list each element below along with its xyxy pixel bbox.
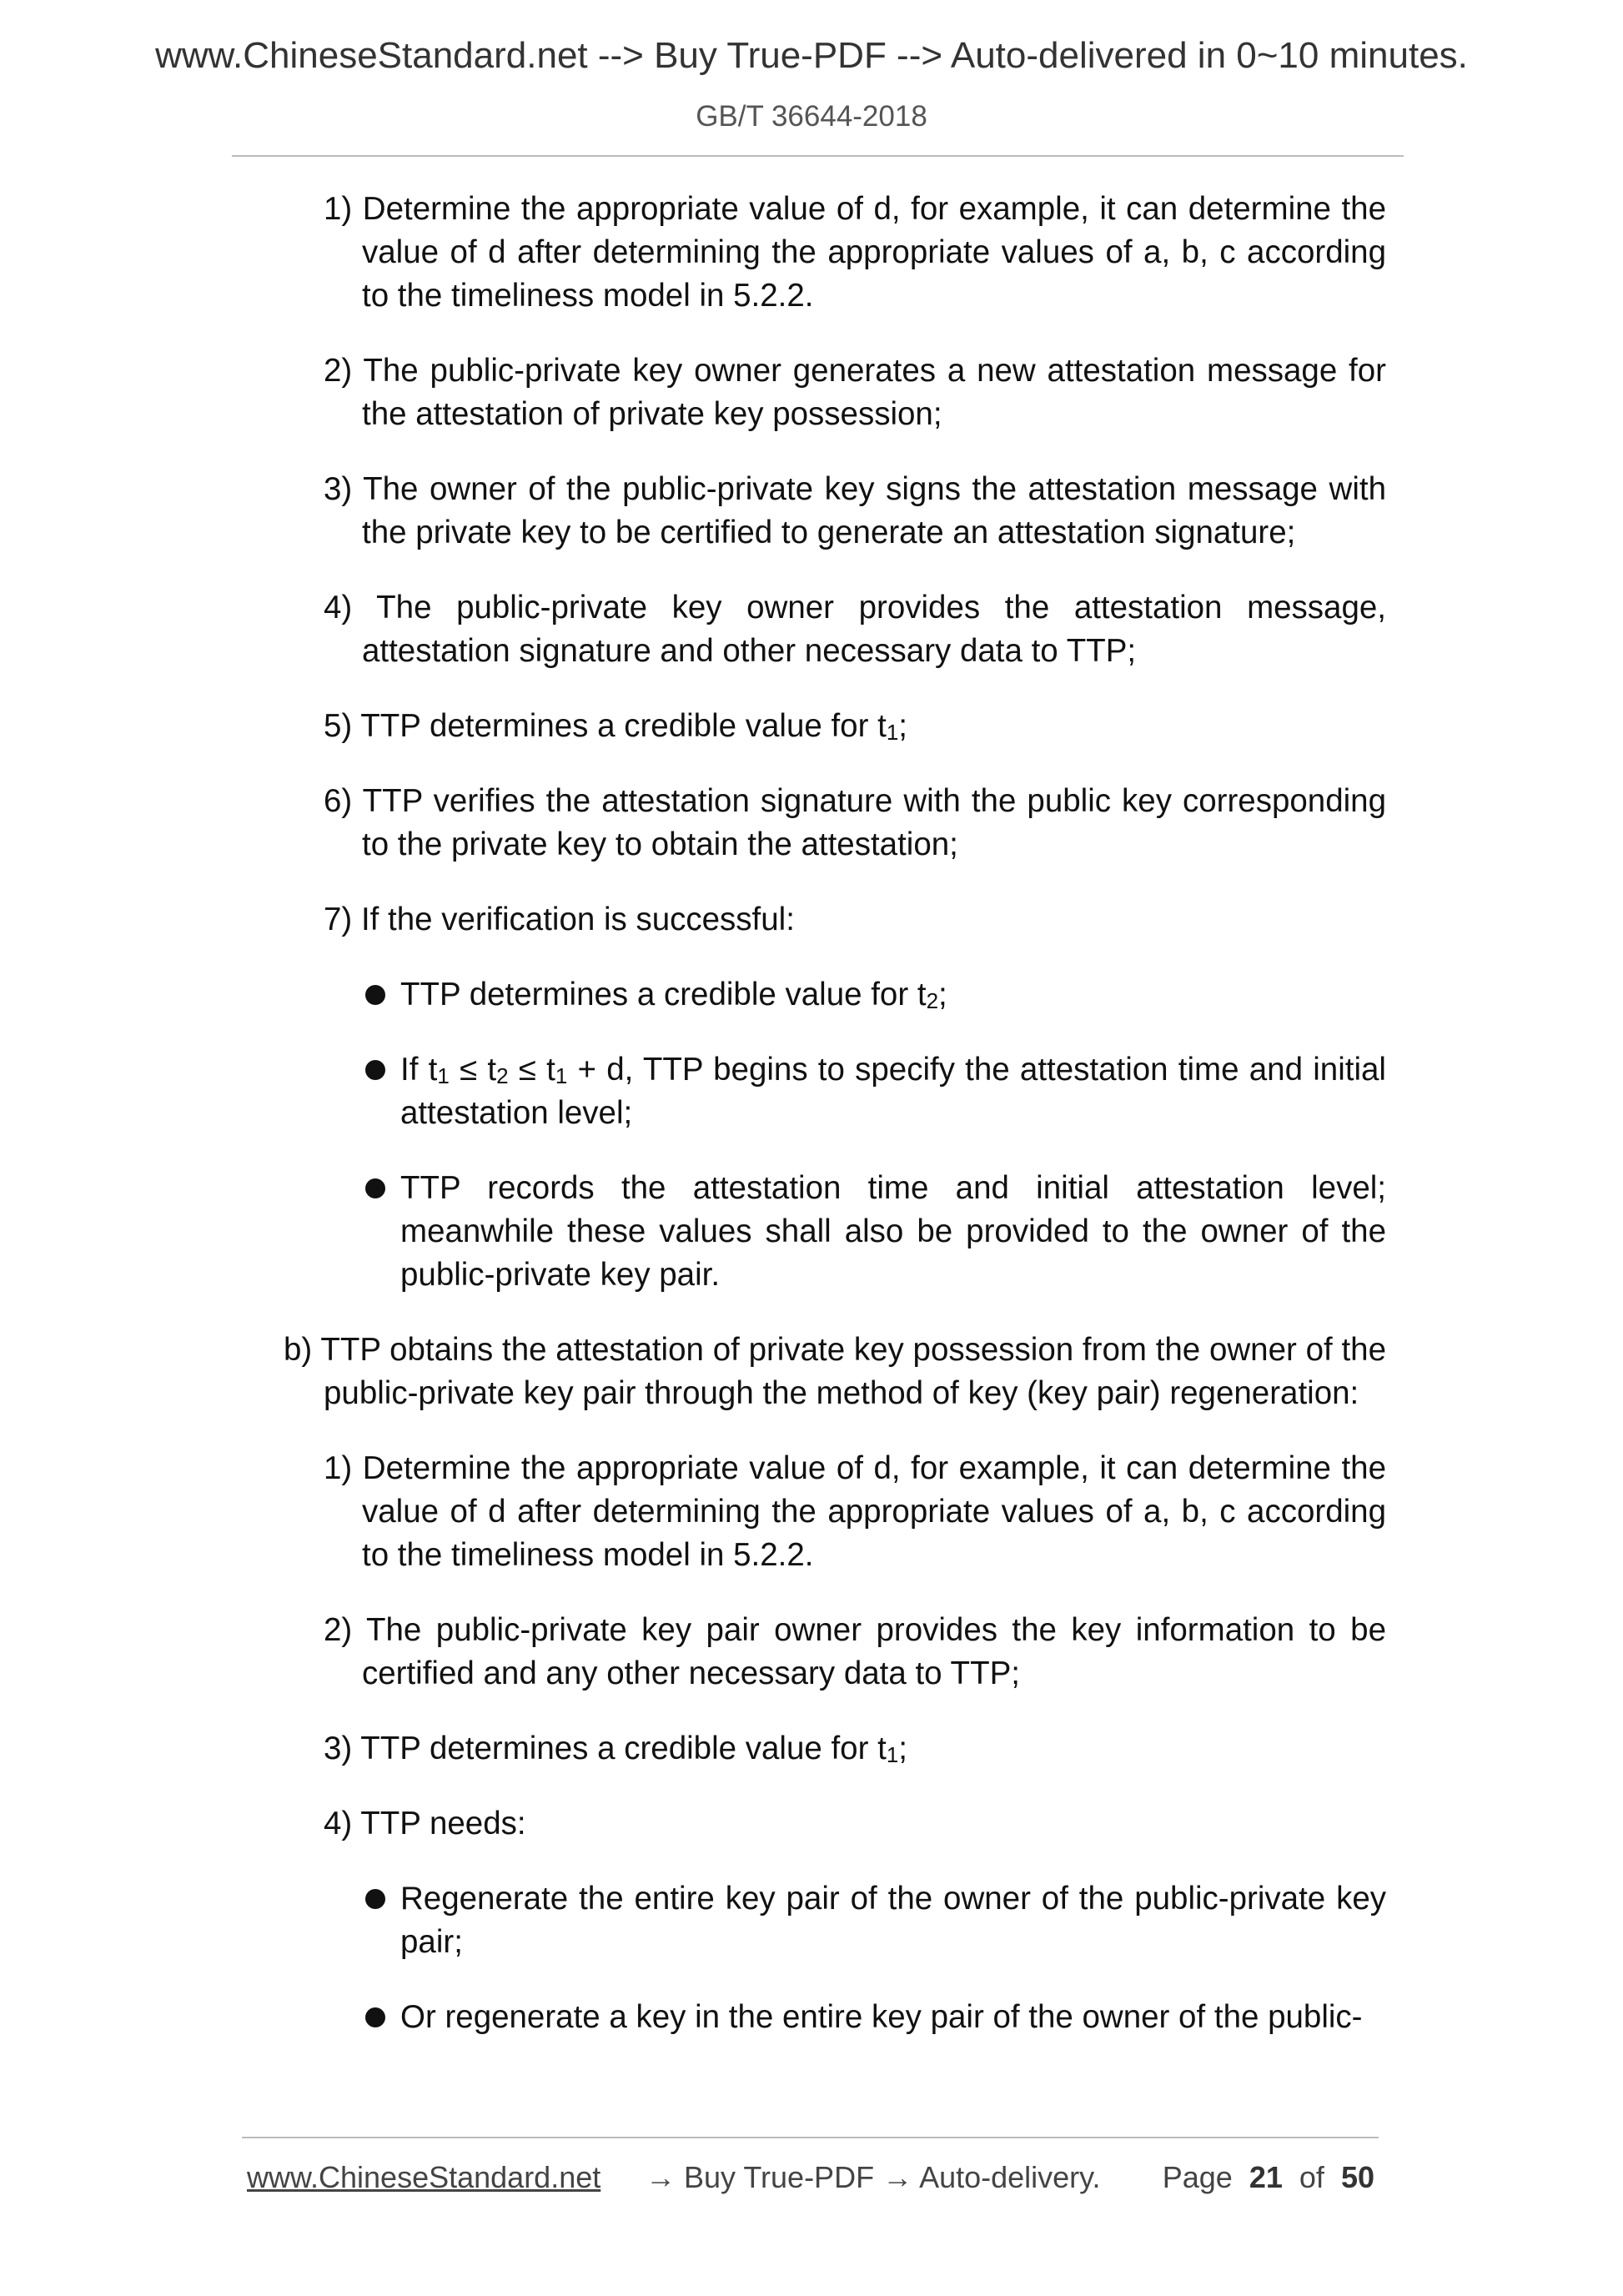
list-item: 5) TTP determines a credible value for $t_1$; bbox=[324, 708, 907, 745]
top-banner: www.ChineseStandard.net --> Buy True-PDF --> Auto-delivered in 0~10 minutes. bbox=[155, 35, 1468, 76]
list-item: b) TTP obtains the attestation of private key possession from the owner of the public-private key pair through the method of key (key pair) regeneration: bbox=[284, 1332, 1386, 1411]
footer-divider bbox=[242, 2137, 1379, 2138]
list-item: 7) If the verification is successful: bbox=[324, 902, 795, 937]
bullet-item: Regenerate the entire key pair of the owner of the public-private key pair; bbox=[284, 1877, 1386, 1964]
document-body bbox=[284, 188, 1386, 2071]
bullet-icon bbox=[365, 1996, 400, 2039]
bullet-item: TTP determines a credible value for $t_2$; bbox=[284, 973, 1386, 1017]
bullet-item: If $t_1 \le t_2 \le t_1 + d$, TTP begins to specify the attestation time and initial attestation level; bbox=[284, 1048, 1386, 1135]
list-item: 6) TTP verifies the attestation signature with the public key corresponding to the private key to obtain the attestation; bbox=[324, 783, 1386, 862]
header-divider bbox=[232, 155, 1404, 157]
list-item: 3) TTP determines a credible value for $t_1$; bbox=[324, 1731, 907, 1767]
standard-number: GB/T 36644-2018 bbox=[696, 100, 927, 133]
bullet-icon bbox=[365, 1048, 400, 1092]
page-footer bbox=[247, 2160, 1374, 2202]
page-number: Page 21 of 50 bbox=[1162, 2160, 1374, 2194]
bullet-icon bbox=[365, 973, 400, 1017]
footer-tagline: → Buy True-PDF → Auto-delivery. bbox=[646, 2160, 1101, 2194]
list-item: 3) The owner of the public-private key signs the attestation message with the private key to be certified to generate an attestation signature; bbox=[324, 471, 1386, 550]
bullet-icon bbox=[365, 1167, 400, 1210]
list-item: 1) Determine the appropriate value of d, for example, it can determine the value of d after determining the appropriate values of a, b, c according to the timeliness model in 5.2.2. bbox=[324, 1450, 1387, 1573]
list-item: 4) TTP needs: bbox=[324, 1806, 526, 1841]
list-item: 1) Determine the appropriate value of d, for example, it can determine the value of d after determining the appropriate values of a, b, c according to the timeliness model in 5.2.2. bbox=[324, 191, 1387, 314]
bullet-item: Or regenerate a key in the entire key pair of the owner of the public- bbox=[284, 1996, 1386, 2039]
list-item: 2) The public-private key owner generates a new attestation message for the attestation of private key possession; bbox=[324, 353, 1386, 432]
footer-website-link[interactable]: www.ChineseStandard.net bbox=[247, 2160, 601, 2194]
list-item: 4) The public-private key owner provides the attestation message, attestation signature and other necessary data to TTP; bbox=[324, 590, 1386, 669]
list-item: 2) The public-private key pair owner provides the key information to be certified and any other necessary data to TTP; bbox=[324, 1612, 1386, 1691]
bullet-icon bbox=[365, 1877, 400, 1921]
bullet-item: TTP records the attestation time and initial attestation level; meanwhile these values shall also be provided to the owner of the public-private key pair. bbox=[284, 1167, 1386, 1297]
